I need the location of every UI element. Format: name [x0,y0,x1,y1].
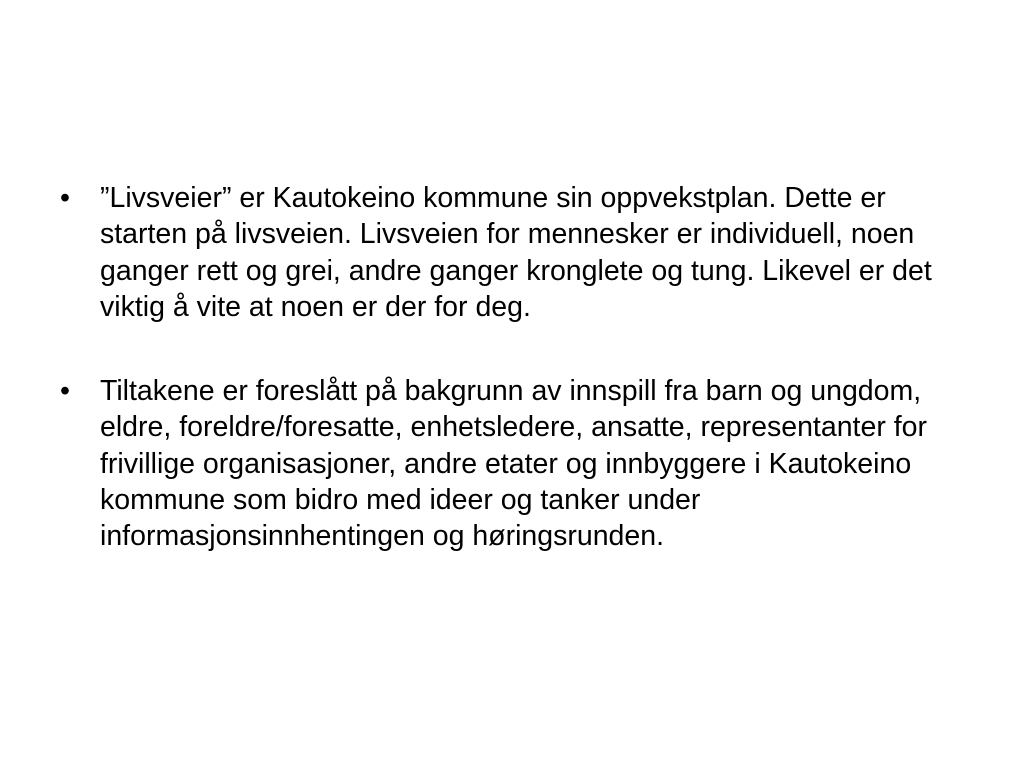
bullet-marker: • [60,375,70,408]
bullet-list [60,180,960,603]
bullet-item [60,373,960,554]
bullet-marker: • [60,182,70,214]
bullet-item [60,180,960,325]
bullet-text-livsveier: ”Livsveier” er Kautokeino kommune sin oppvekstplan. Dette er starten på livsveien. Livsveien for mennesker er individuell, noen ganger rett og grei, andre ganger kronglete og tung. Likevel er det viktig å vite at noen er der for deg. [100,182,932,323]
bullet-text-tiltakene: Tiltakene er foreslått på bakgrunn av innspill fra barn og ungdom, eldre, foreldre/foresatte, enhetsledere, ansatte, representanter for frivillige organisasjoner, andre etater og innbyggere i Kautokeino kommune som bidro med ideer og tanker under informasjonsinnhentingen og høringsrunden. [100,375,927,553]
